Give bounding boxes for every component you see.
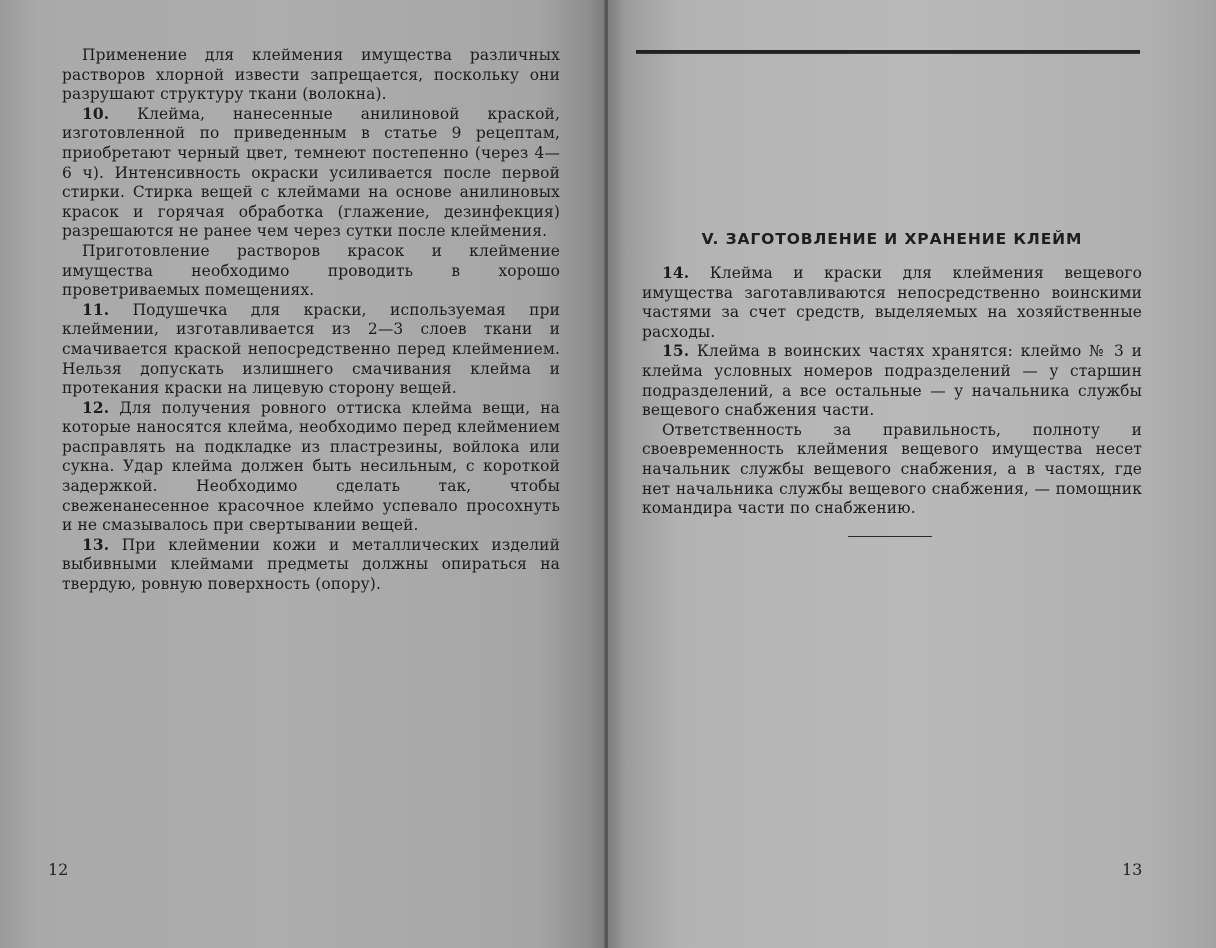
page-number: 12 <box>48 860 69 879</box>
paragraph <box>62 242 560 301</box>
paragraph-text: Подушечка для краски, используемая при клеймении, изготавливается из 2—3 слоев ткани и смачивается краской непосредственно перед клеймением. Нельзя допускать излишнего смачивания клейма и протекания краски на лицевую сторону вещей. <box>62 300 560 398</box>
paragraph-text: Клейма в воинских частях хранятся: клеймо № 3 и клейма условных номеров подразделений — у старшин подразделений, а все остальные — у начальника службы вещевого снабжения части. <box>642 342 1143 420</box>
paragraph <box>642 264 1142 342</box>
header-rule <box>636 50 1140 54</box>
paragraph-number: 12. <box>82 398 110 417</box>
paragraph-number: 10. <box>82 104 110 123</box>
paragraph-text: Ответственность за правильность, полноту и своевременность клеймения вещевого имущества несет начальник службы вещевого снабжения, а в частях, где нет начальника службы вещевого снабжения, — помощник командира части по снабжению. <box>642 420 1142 518</box>
section-end-rule <box>848 536 932 537</box>
left-page <box>0 0 606 948</box>
paragraph-text: Клейма, нанесенные анилиновой краской, изготовленной по приведенным в статье 9 рецептам, приобретают черный цвет, темнеют постепенно (через 4—6 ч). Интенсивность окраски усиливается после первой стирки. Стирка вещей с клеймами на основе анилиновых красок и горячая обработка (глажение, дезинфекция) разрешаются не ранее чем через сутки после клеймения. <box>62 104 560 241</box>
right-page-text <box>642 264 1142 519</box>
paragraph-number: 14. <box>662 264 690 282</box>
paragraph <box>642 421 1142 519</box>
paragraph <box>62 46 560 105</box>
paragraph-text: Клейма и краски для клеймения вещевого имущества заготавливаются непосредственно воинскими частями за счет средств, выделяемых на хозяйственные расходы. <box>642 264 1143 341</box>
page-number: 13 <box>1122 860 1143 879</box>
paragraph-text: Для получения ровного оттиска клейма вещи, на которые наносятся клейма, необходимо перед клеймением расправлять на подкладке из пластрезины, войлока или сукна. Удар клейма должен быть несильным, с короткой задержкой. Необходимо сделать так, чтобы свеженанесенное красочное клеймо успевало просохнуть и не смазывалось при свертывании вещей. <box>62 398 560 535</box>
paragraph-text: Применение для клеймения имущества различных растворов хлорной извести запрещается, поскольку они разрушают структуру ткани (волокна). <box>62 46 560 104</box>
section-heading: V. ЗАГОТОВЛЕНИЕ И ХРАНЕНИЕ КЛЕЙМ <box>701 230 1083 248</box>
paragraph-text: Приготовление растворов красок и клеймение имущества необходимо проводить в хорошо проветриваемых помещениях. <box>62 241 560 300</box>
paragraph <box>642 342 1142 420</box>
paragraph-text: При клеймении кожи и металлических изделий выбивными клеймами предметы должны опираться на твердую, ровную поверхность (опору). <box>62 535 560 594</box>
left-page-text <box>62 46 560 595</box>
paragraph-number: 11. <box>82 300 110 319</box>
paragraph <box>62 301 560 399</box>
paragraph-number: 15. <box>662 342 690 361</box>
paragraph <box>62 399 560 536</box>
paragraph <box>62 536 560 595</box>
paragraph <box>62 105 560 242</box>
paragraph-number: 13. <box>82 535 110 554</box>
right-page <box>608 0 1216 948</box>
